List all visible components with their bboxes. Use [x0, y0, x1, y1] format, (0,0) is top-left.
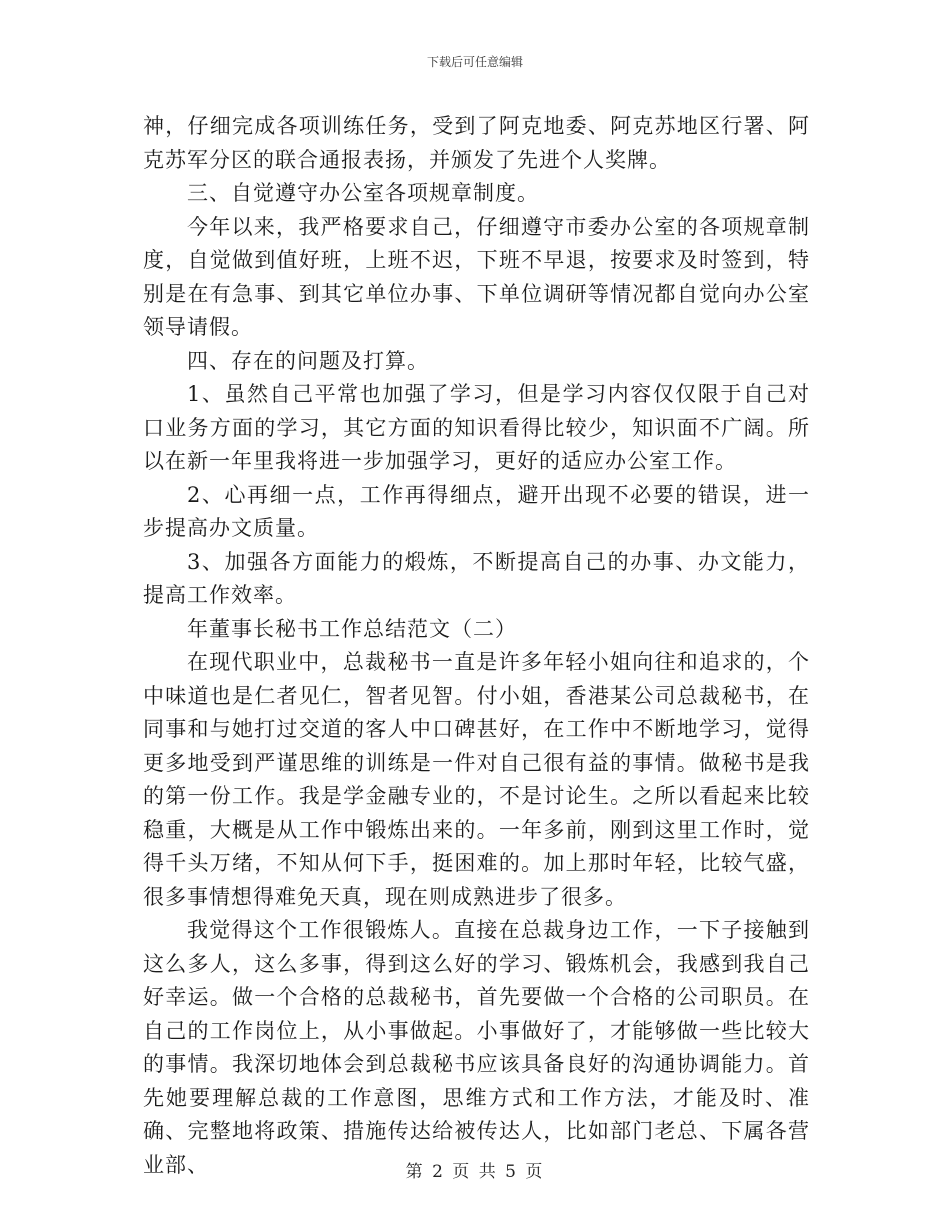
- section-heading: 四、存在的问题及打算。: [187, 348, 429, 373]
- list-item: 3、加强各方面能力的煅炼，不断提高自己的办事、办文能力，提高工作效率。: [143, 549, 810, 607]
- section-heading: 三、自觉遵守办公室各项规章制度。: [187, 181, 539, 205]
- paragraph: 在现代职业中，总裁秘书一直是许多年轻小姐向往和追求的，个中味道也是仁者见仁，智者见智。付小姐，香港某公司总裁秘书，在同事和与她打过交道的客人中口碑甚好，在工作中不断地学习，觉得更多地受到严谨思维的训练是一件对自己很有益的事情。做秘书是我的第一份工作。我是学金融专业的，不是讨论生。之所以看起来比较稳重，大概是从工作中锻炼出来的。一年多前，刚到这里工作时，觉得千头万绪，不知从何下手，挺困难的。加上那时年轻，比较气盛，很多事情想得难免天真，现在则成熟进步了很多。: [143, 650, 810, 909]
- page-number: 第 2 页 共 5 页: [405, 1162, 545, 1182]
- paragraph: 我觉得这个工作很锻炼人。直接在总裁身边工作，一下子接触到这么多人，这么多事，得到这么好的学习、锻炼机会，我感到我自己好幸运。做一个合格的总裁秘书，首先要做一个合格的公司职员。在自己的工作岗位上，从小事做起。小事做好了，才能够做一些比较大的事情。我深切地体会到总裁秘书应该具备良好的沟通协调能力。首先她要理解总裁的工作意图，思维方式和工作方法，才能及时、准确、完整地将政策、措施传达给被传达人，比如部门老总、下属各营业部、: [143, 918, 810, 1177]
- document-body: [143, 110, 810, 1182]
- paragraph: 今年以来，我严格要求自己，仔细遵守市委办公室的各项规章制度，自觉做到值好班，上班不迟，下班不早退，按要求及时签到，特别是在有急事、到其它单位办事、下单位调研等情况都自觉向办公室领导请假。: [143, 214, 810, 339]
- article-title: 年董事长秘书工作总结范文（二）: [187, 616, 517, 641]
- list-item: 2、心再细一点，工作再得细点，避开出现不必要的错误，进一步提高办文质量。: [143, 482, 810, 540]
- paragraph: 神，仔细完成各项训练任务，受到了阿克地委、阿克苏地区行署、阿克苏军分区的联合通报表扬，并颁发了先进个人奖牌。: [143, 114, 810, 172]
- header-note: 下载后可任意编辑: [426, 55, 523, 69]
- list-item: 1、虽然自己平常也加强了学习，但是学习内容仅仅限于自己对口业务方面的学习，其它方面的知识看得比较少，知识面不广阔。所以在新一年里我将进一步加强学习，更好的适应办公室工作。: [143, 382, 810, 473]
